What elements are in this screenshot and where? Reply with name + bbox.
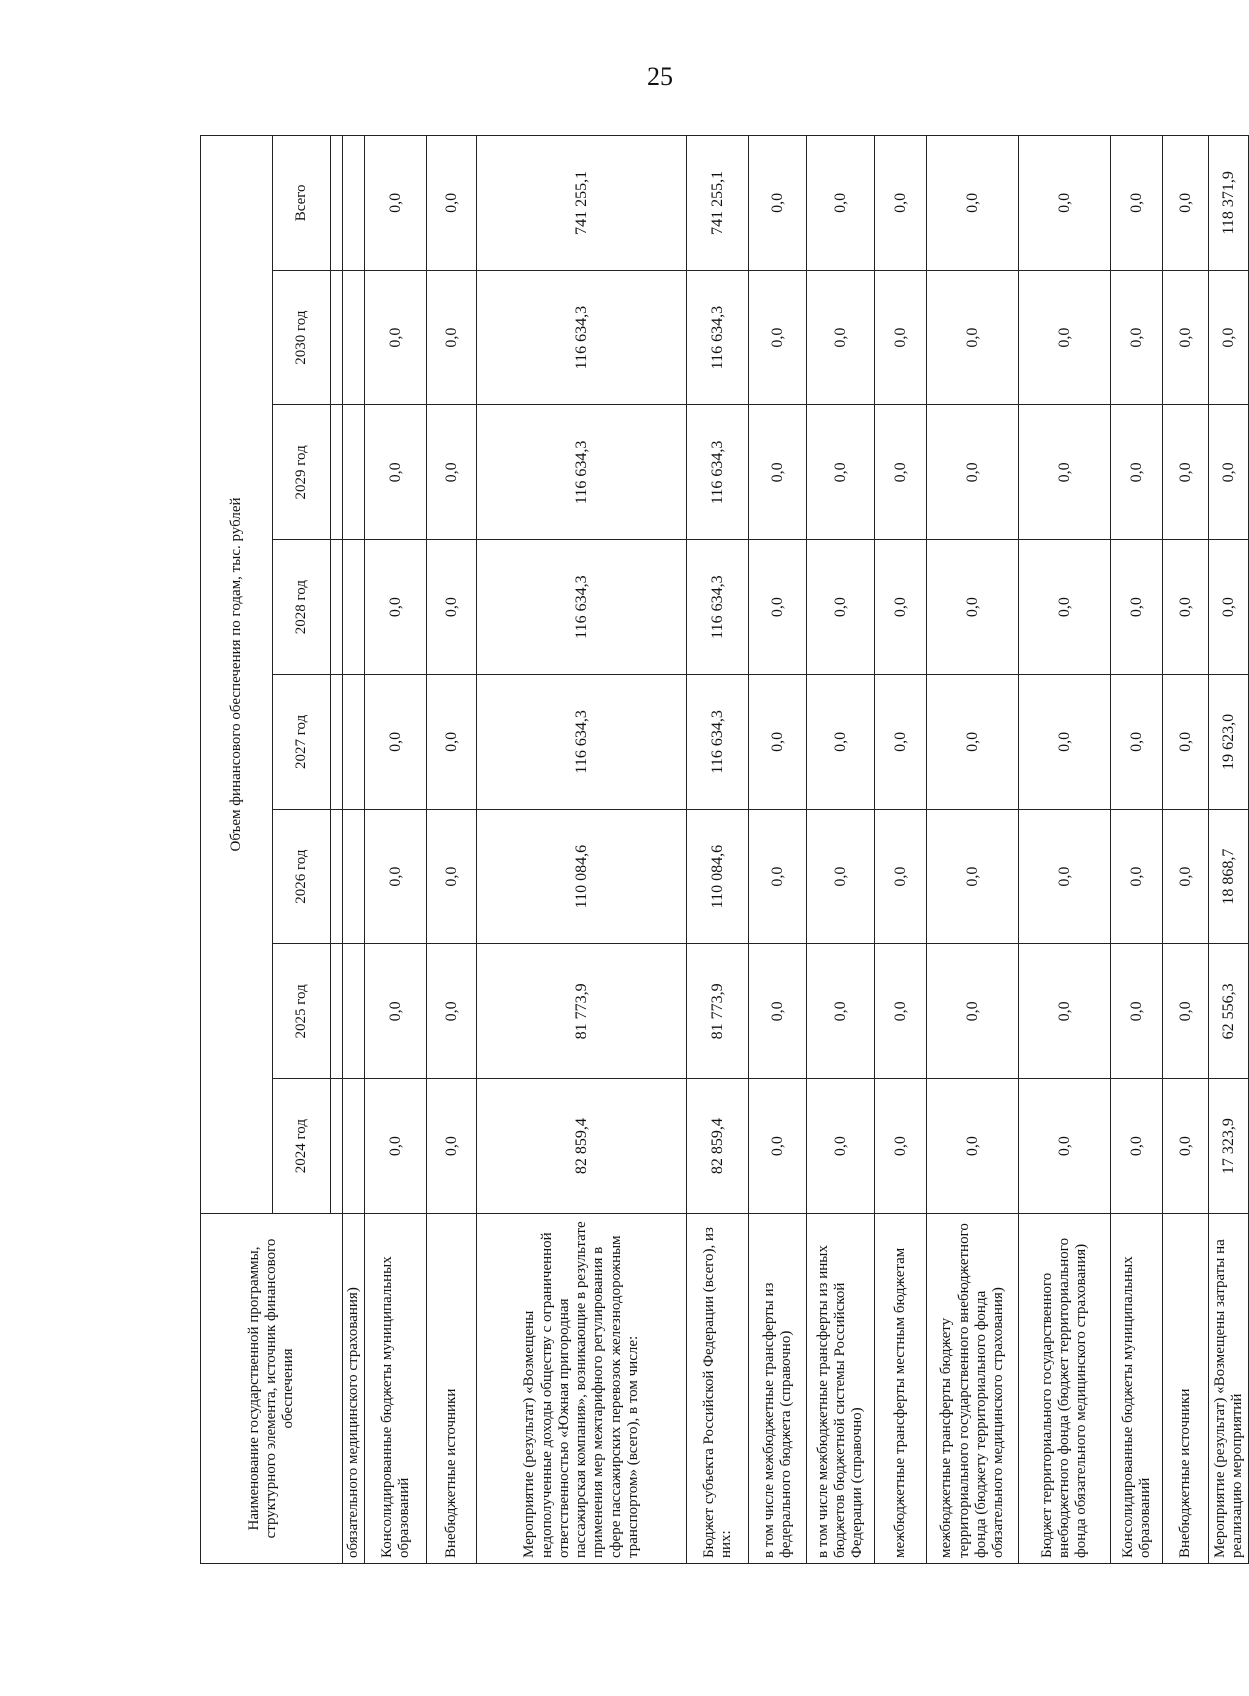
row-year-value: 17 323,9 bbox=[1209, 1079, 1249, 1214]
row-year-value: 19 623,0 bbox=[1209, 675, 1249, 810]
name-column-header: Наименование государственной программы, структурного элемента, источник финансового обеспечения bbox=[201, 1214, 343, 1564]
table-row bbox=[1209, 135, 1249, 1563]
row-year-value: 0,0 bbox=[927, 944, 1019, 1079]
row-year-value: 0,0 bbox=[927, 270, 1019, 405]
row-year-value: 0,0 bbox=[927, 540, 1019, 675]
row-year-value: 0,0 bbox=[807, 270, 875, 405]
table-row bbox=[1019, 135, 1111, 1563]
row-year-value: 0,0 bbox=[1163, 540, 1209, 675]
row-year-value: 0,0 bbox=[1111, 270, 1163, 405]
row-year-value: 0,0 bbox=[365, 944, 427, 1079]
row-year-value: 0,0 bbox=[1163, 1079, 1209, 1214]
row-name: межбюджетные трансферты бюджету территориального государственного внебюджетного фонда (бюджету территориального фонда обязательного медицинского страхования) bbox=[927, 1214, 1019, 1564]
funding-title-header: Объем финансового обеспечения по годам, тыс. рублей bbox=[201, 135, 273, 1213]
row-year-value: 116 634,3 bbox=[687, 675, 749, 810]
row-year-value: 0,0 bbox=[427, 809, 477, 944]
row-year-value: 81 773,9 bbox=[477, 944, 687, 1079]
year-header-2026: 2026 год bbox=[273, 809, 331, 944]
row-year-value: 0,0 bbox=[365, 809, 427, 944]
row-year-value: 110 084,6 bbox=[687, 809, 749, 944]
row-year-value: 0,0 bbox=[927, 405, 1019, 540]
row-year-value: 0,0 bbox=[427, 405, 477, 540]
row-year-value: 0,0 bbox=[807, 809, 875, 944]
row-year-value: 0,0 bbox=[749, 809, 807, 944]
row-name: Мероприятие (результат) «Возмещены затраты на реализацию мероприятий bbox=[1209, 1214, 1249, 1564]
year-header-2028: 2028 год bbox=[273, 540, 331, 675]
row-total-value: 0,0 bbox=[807, 135, 875, 270]
row-year-value: 0,0 bbox=[1209, 405, 1249, 540]
page-number: 25 bbox=[647, 62, 673, 91]
row-year-value: 0,0 bbox=[365, 675, 427, 810]
row-year-value: 0,0 bbox=[749, 270, 807, 405]
year-header-2025: 2025 год bbox=[273, 944, 331, 1079]
row-total-value: 0,0 bbox=[1019, 135, 1111, 270]
row-year-value: 0,0 bbox=[807, 1079, 875, 1214]
table-row bbox=[749, 135, 807, 1563]
row-name: межбюджетные трансферты местным бюджетам bbox=[875, 1214, 927, 1564]
total-header: Всего bbox=[273, 135, 331, 270]
row-year-value: 0,0 bbox=[1019, 809, 1111, 944]
row-total-value: 118 371,9 bbox=[1209, 135, 1249, 270]
row-name: Консолидированные бюджеты муниципальных образований bbox=[1111, 1214, 1163, 1564]
row-year-value: 116 634,3 bbox=[477, 405, 687, 540]
row-year-value: 0,0 bbox=[807, 540, 875, 675]
row-year-value: 116 634,3 bbox=[477, 675, 687, 810]
table-row bbox=[365, 135, 427, 1563]
year-header-2030: 2030 год bbox=[273, 270, 331, 405]
row-name: Внебюджетные источники bbox=[427, 1214, 477, 1564]
row-name: Мероприятие (результат) «Возмещены недополученные доходы обществу с ограниченной ответственностью «Южная пригородная пассажирская компания», возникающие в результате применения мер межтарифного регулирования в сфере пассажирских перевозок железнодорожным транспортом» (всего), в том числе: bbox=[477, 1214, 687, 1564]
row-name: Консолидированные бюджеты муниципальных образований bbox=[365, 1214, 427, 1564]
row-total-value: 0,0 bbox=[1111, 135, 1163, 270]
row-year-value: 0,0 bbox=[1209, 270, 1249, 405]
row-year-value: 0,0 bbox=[1019, 675, 1111, 810]
row-year-value: 0,0 bbox=[1163, 270, 1209, 405]
row-year-value: 0,0 bbox=[749, 1079, 807, 1214]
row-year-value: 0,0 bbox=[807, 944, 875, 1079]
row-total-value: 0,0 bbox=[749, 135, 807, 270]
row-total-value: 741 255,1 bbox=[687, 135, 749, 270]
row-year-value: 0,0 bbox=[807, 675, 875, 810]
row-year-value: 82 859,4 bbox=[477, 1079, 687, 1214]
row-total-value: 0,0 bbox=[365, 135, 427, 270]
row-name: в том числе межбюджетные трансферты из иных бюджетов бюджетной системы Российской Федерации (справочно) bbox=[807, 1214, 875, 1564]
row-year-value: 0,0 bbox=[1163, 809, 1209, 944]
row-year-value: 0,0 bbox=[427, 944, 477, 1079]
table-row bbox=[1111, 135, 1163, 1563]
continuation-row bbox=[343, 135, 365, 1563]
row-year-value: 0,0 bbox=[1163, 675, 1209, 810]
row-year-value: 0,0 bbox=[427, 540, 477, 675]
funding-table bbox=[200, 135, 1249, 1564]
row-total-value: 0,0 bbox=[927, 135, 1019, 270]
row-year-value: 0,0 bbox=[749, 675, 807, 810]
year-header-2029: 2029 год bbox=[273, 405, 331, 540]
row-year-value: 0,0 bbox=[875, 1079, 927, 1214]
table-row bbox=[1163, 135, 1209, 1563]
row-year-value: 0,0 bbox=[1111, 944, 1163, 1079]
row-year-value: 0,0 bbox=[365, 405, 427, 540]
row-total-value: 0,0 bbox=[427, 135, 477, 270]
table-row bbox=[687, 135, 749, 1563]
rotated-table-container bbox=[200, 136, 1245, 1564]
row-year-value: 0,0 bbox=[1163, 944, 1209, 1079]
row-year-value: 0,0 bbox=[927, 809, 1019, 944]
row-year-value: 0,0 bbox=[427, 675, 477, 810]
row-year-value: 116 634,3 bbox=[477, 540, 687, 675]
row-year-value: 0,0 bbox=[875, 675, 927, 810]
row-year-value: 0,0 bbox=[1111, 540, 1163, 675]
header-row-top bbox=[201, 135, 273, 1563]
row-year-value: 0,0 bbox=[875, 540, 927, 675]
row-year-value: 0,0 bbox=[1163, 405, 1209, 540]
year-header-2024: 2024 год bbox=[273, 1079, 331, 1214]
row-year-value: 0,0 bbox=[1019, 944, 1111, 1079]
row-year-value: 0,0 bbox=[927, 675, 1019, 810]
row-year-value: 0,0 bbox=[749, 944, 807, 1079]
row-year-value: 0,0 bbox=[365, 270, 427, 405]
continuation-text: обязательного медицинского страхования) bbox=[343, 1214, 365, 1564]
row-year-value: 0,0 bbox=[875, 270, 927, 405]
row-year-value: 0,0 bbox=[807, 405, 875, 540]
table-row bbox=[807, 135, 875, 1563]
row-year-value: 0,0 bbox=[1019, 405, 1111, 540]
table-row bbox=[477, 135, 687, 1563]
row-name: Бюджет субъекта Российской Федерации (всего), из них: bbox=[687, 1214, 749, 1564]
row-year-value: 0,0 bbox=[1019, 270, 1111, 405]
row-name: Внебюджетные источники bbox=[1163, 1214, 1209, 1564]
year-header-2027: 2027 год bbox=[273, 675, 331, 810]
row-year-value: 0,0 bbox=[875, 405, 927, 540]
row-year-value: 110 084,6 bbox=[477, 809, 687, 944]
table-row bbox=[927, 135, 1019, 1563]
table-body bbox=[343, 135, 1249, 1563]
row-total-value: 741 255,1 bbox=[477, 135, 687, 270]
row-year-value: 116 634,3 bbox=[687, 540, 749, 675]
row-year-value: 116 634,3 bbox=[687, 405, 749, 540]
row-year-value: 0,0 bbox=[365, 1079, 427, 1214]
row-year-value: 0,0 bbox=[749, 405, 807, 540]
row-year-value: 81 773,9 bbox=[687, 944, 749, 1079]
row-year-value: 0,0 bbox=[875, 809, 927, 944]
table-row bbox=[875, 135, 927, 1563]
row-year-value: 0,0 bbox=[427, 1079, 477, 1214]
row-year-value: 0,0 bbox=[1111, 675, 1163, 810]
row-year-value: 82 859,4 bbox=[687, 1079, 749, 1214]
row-year-value: 0,0 bbox=[1111, 809, 1163, 944]
row-total-value: 0,0 bbox=[1163, 135, 1209, 270]
row-year-value: 0,0 bbox=[927, 1079, 1019, 1214]
row-year-value: 116 634,3 bbox=[687, 270, 749, 405]
row-year-value: 116 634,3 bbox=[477, 270, 687, 405]
row-name: Бюджет территориального государственного внебюджетного фонда (бюджет территориального фонда обязательного медицинского страхования) bbox=[1019, 1214, 1111, 1564]
row-year-value: 0,0 bbox=[1111, 405, 1163, 540]
row-year-value: 0,0 bbox=[875, 944, 927, 1079]
row-year-value: 0,0 bbox=[749, 540, 807, 675]
row-total-value: 0,0 bbox=[875, 135, 927, 270]
row-year-value: 0,0 bbox=[365, 540, 427, 675]
row-year-value: 18 868,7 bbox=[1209, 809, 1249, 944]
row-year-value: 0,0 bbox=[427, 270, 477, 405]
table-row bbox=[427, 135, 477, 1563]
row-year-value: 0,0 bbox=[1019, 540, 1111, 675]
row-year-value: 0,0 bbox=[1111, 1079, 1163, 1214]
row-year-value: 0,0 bbox=[1019, 1079, 1111, 1214]
row-year-value: 62 556,3 bbox=[1209, 944, 1249, 1079]
row-year-value: 0,0 bbox=[1209, 540, 1249, 675]
row-name: в том числе межбюджетные трансферты из федерального бюджета (справочно) bbox=[749, 1214, 807, 1564]
